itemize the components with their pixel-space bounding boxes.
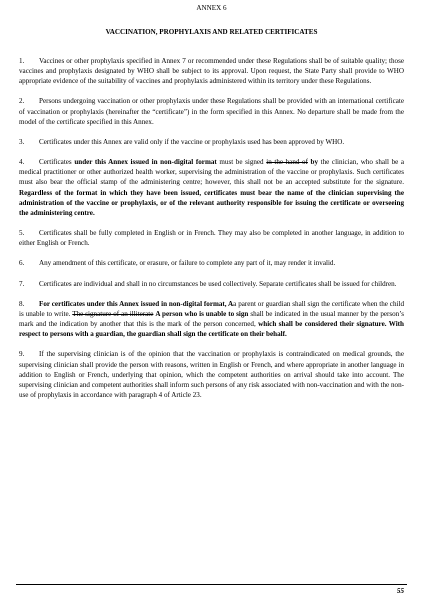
paragraph-number: 3. xyxy=(19,137,25,146)
inserted-text: Regardless of the format in which they have been issued, certificates must bear the name of the clinician supervising the administration of the vaccine or prophylaxis, or of the relevant authority responsible for issuing the certificate or overseeing the administering centre. xyxy=(19,188,404,217)
paragraph-text: Any amendment of this certificate, or erasure, or failure to complete any part of it, may render it invalid. xyxy=(39,259,336,268)
inserted-text: A person who is unable to sign xyxy=(155,310,249,318)
paragraph-text: shall be indicated in the usual manner by the person’s mark and the indication by another that this is the mark of the person concerned, xyxy=(19,310,404,329)
annex-label: ANNEX 6 xyxy=(196,4,227,12)
paragraph-2 xyxy=(19,96,404,126)
paragraph-text: the clinician, who shall be a medical practitioner or other authorized health worker, supervising the administration of the vaccine or prophylaxis. Such certificates must also bear the official stamp of the administering centre; however, this shall not be an accepted substitute for the signature. xyxy=(19,158,405,187)
paragraph-number: 7. xyxy=(19,279,25,288)
paragraph-5 xyxy=(19,228,404,248)
page-title: VACCINATION, PROPHYLAXIS AND RELATED CERTIFICATES xyxy=(105,28,318,36)
paragraph-text: Certificates shall be fully completed in English or in French. They may also be completed in another language, in addition to either English or French. xyxy=(19,228,404,248)
paragraph-number: 8. xyxy=(19,299,25,308)
paragraph-text: Certificates are individual and shall in no circumstances be used collectively. Separate certificates shall be issued for children. xyxy=(39,279,397,288)
paragraph-text: a parent or guardian shall sign the certificate when the child is unable to write. xyxy=(19,299,404,318)
paragraph-number: 2. xyxy=(19,97,25,106)
inserted-text: under this Annex issued in non-digital format xyxy=(74,158,217,167)
footer-divider xyxy=(16,584,407,585)
struck-text: The signature of an illiterate xyxy=(72,310,154,318)
paragraph-6 xyxy=(19,258,404,268)
paragraph-number: 6. xyxy=(19,259,25,268)
paragraph-number: 1. xyxy=(19,57,25,65)
inserted-text: For certificates under this Annex issued in non-digital format, A xyxy=(39,299,234,308)
paragraph-number: 9. xyxy=(19,350,25,359)
paragraph-text: Vaccines or other prophylaxis specified in Annex 7 or recommended under these Regulations shall be of suitable quality; those vaccines and prophylaxis designated by WHO shall be subject to its approval. Upon request, the State Party shall provide to WHO appropriate evidence of the suitability of vaccines and prophylaxis administered within its territory under these Regulations. xyxy=(19,57,404,86)
paragraph-text: must be signed xyxy=(216,158,267,167)
paragraph-text: Certificates xyxy=(39,158,75,167)
inserted-text: by xyxy=(310,158,319,167)
paragraph-list xyxy=(19,56,404,400)
paragraph-4 xyxy=(19,157,404,218)
page-number: 55 xyxy=(396,587,404,595)
paragraph-3 xyxy=(19,137,404,147)
paragraph-9 xyxy=(19,349,404,399)
paragraph-8 xyxy=(19,299,404,339)
paragraph-number: 5. xyxy=(19,228,25,237)
paragraph-1 xyxy=(19,56,404,86)
paragraph-number: 4. xyxy=(19,158,25,167)
paragraph-text: Certificates under this Annex are valid only if the vaccine or prophylaxis used has been approved by WHO. xyxy=(39,137,345,146)
paragraph-text: If the supervising clinician is of the opinion that the vaccination or prophylaxis is contraindicated on medical grounds, the supervising clinician shall provide the person with reasons, written in English or French, and where appropriate in another language in addition to English or French, underlying that opinion, which the competent authorities on arrival should take into account. The supervising clinician and competent authorities shall inform such persons of any risk associated with non-vaccination and with the non-use of prophylaxis in accordance with paragraph 4 of Article 23. xyxy=(19,350,404,399)
struck-text: in the hand of xyxy=(266,158,308,167)
paragraph-text: Persons undergoing vaccination or other prophylaxis under these Regulations shall be provided with an international certificate of vaccination or prophylaxis (hereinafter the “certificate”) in the form specified in this Annex. No departure shall be made from the model of the certificate specified in this Annex. xyxy=(19,97,404,126)
inserted-text: which shall be considered their signature. With respect to persons with a guardian, the guardian shall sign the certificate on their behalf. xyxy=(19,320,404,339)
paragraph-7 xyxy=(19,279,404,289)
